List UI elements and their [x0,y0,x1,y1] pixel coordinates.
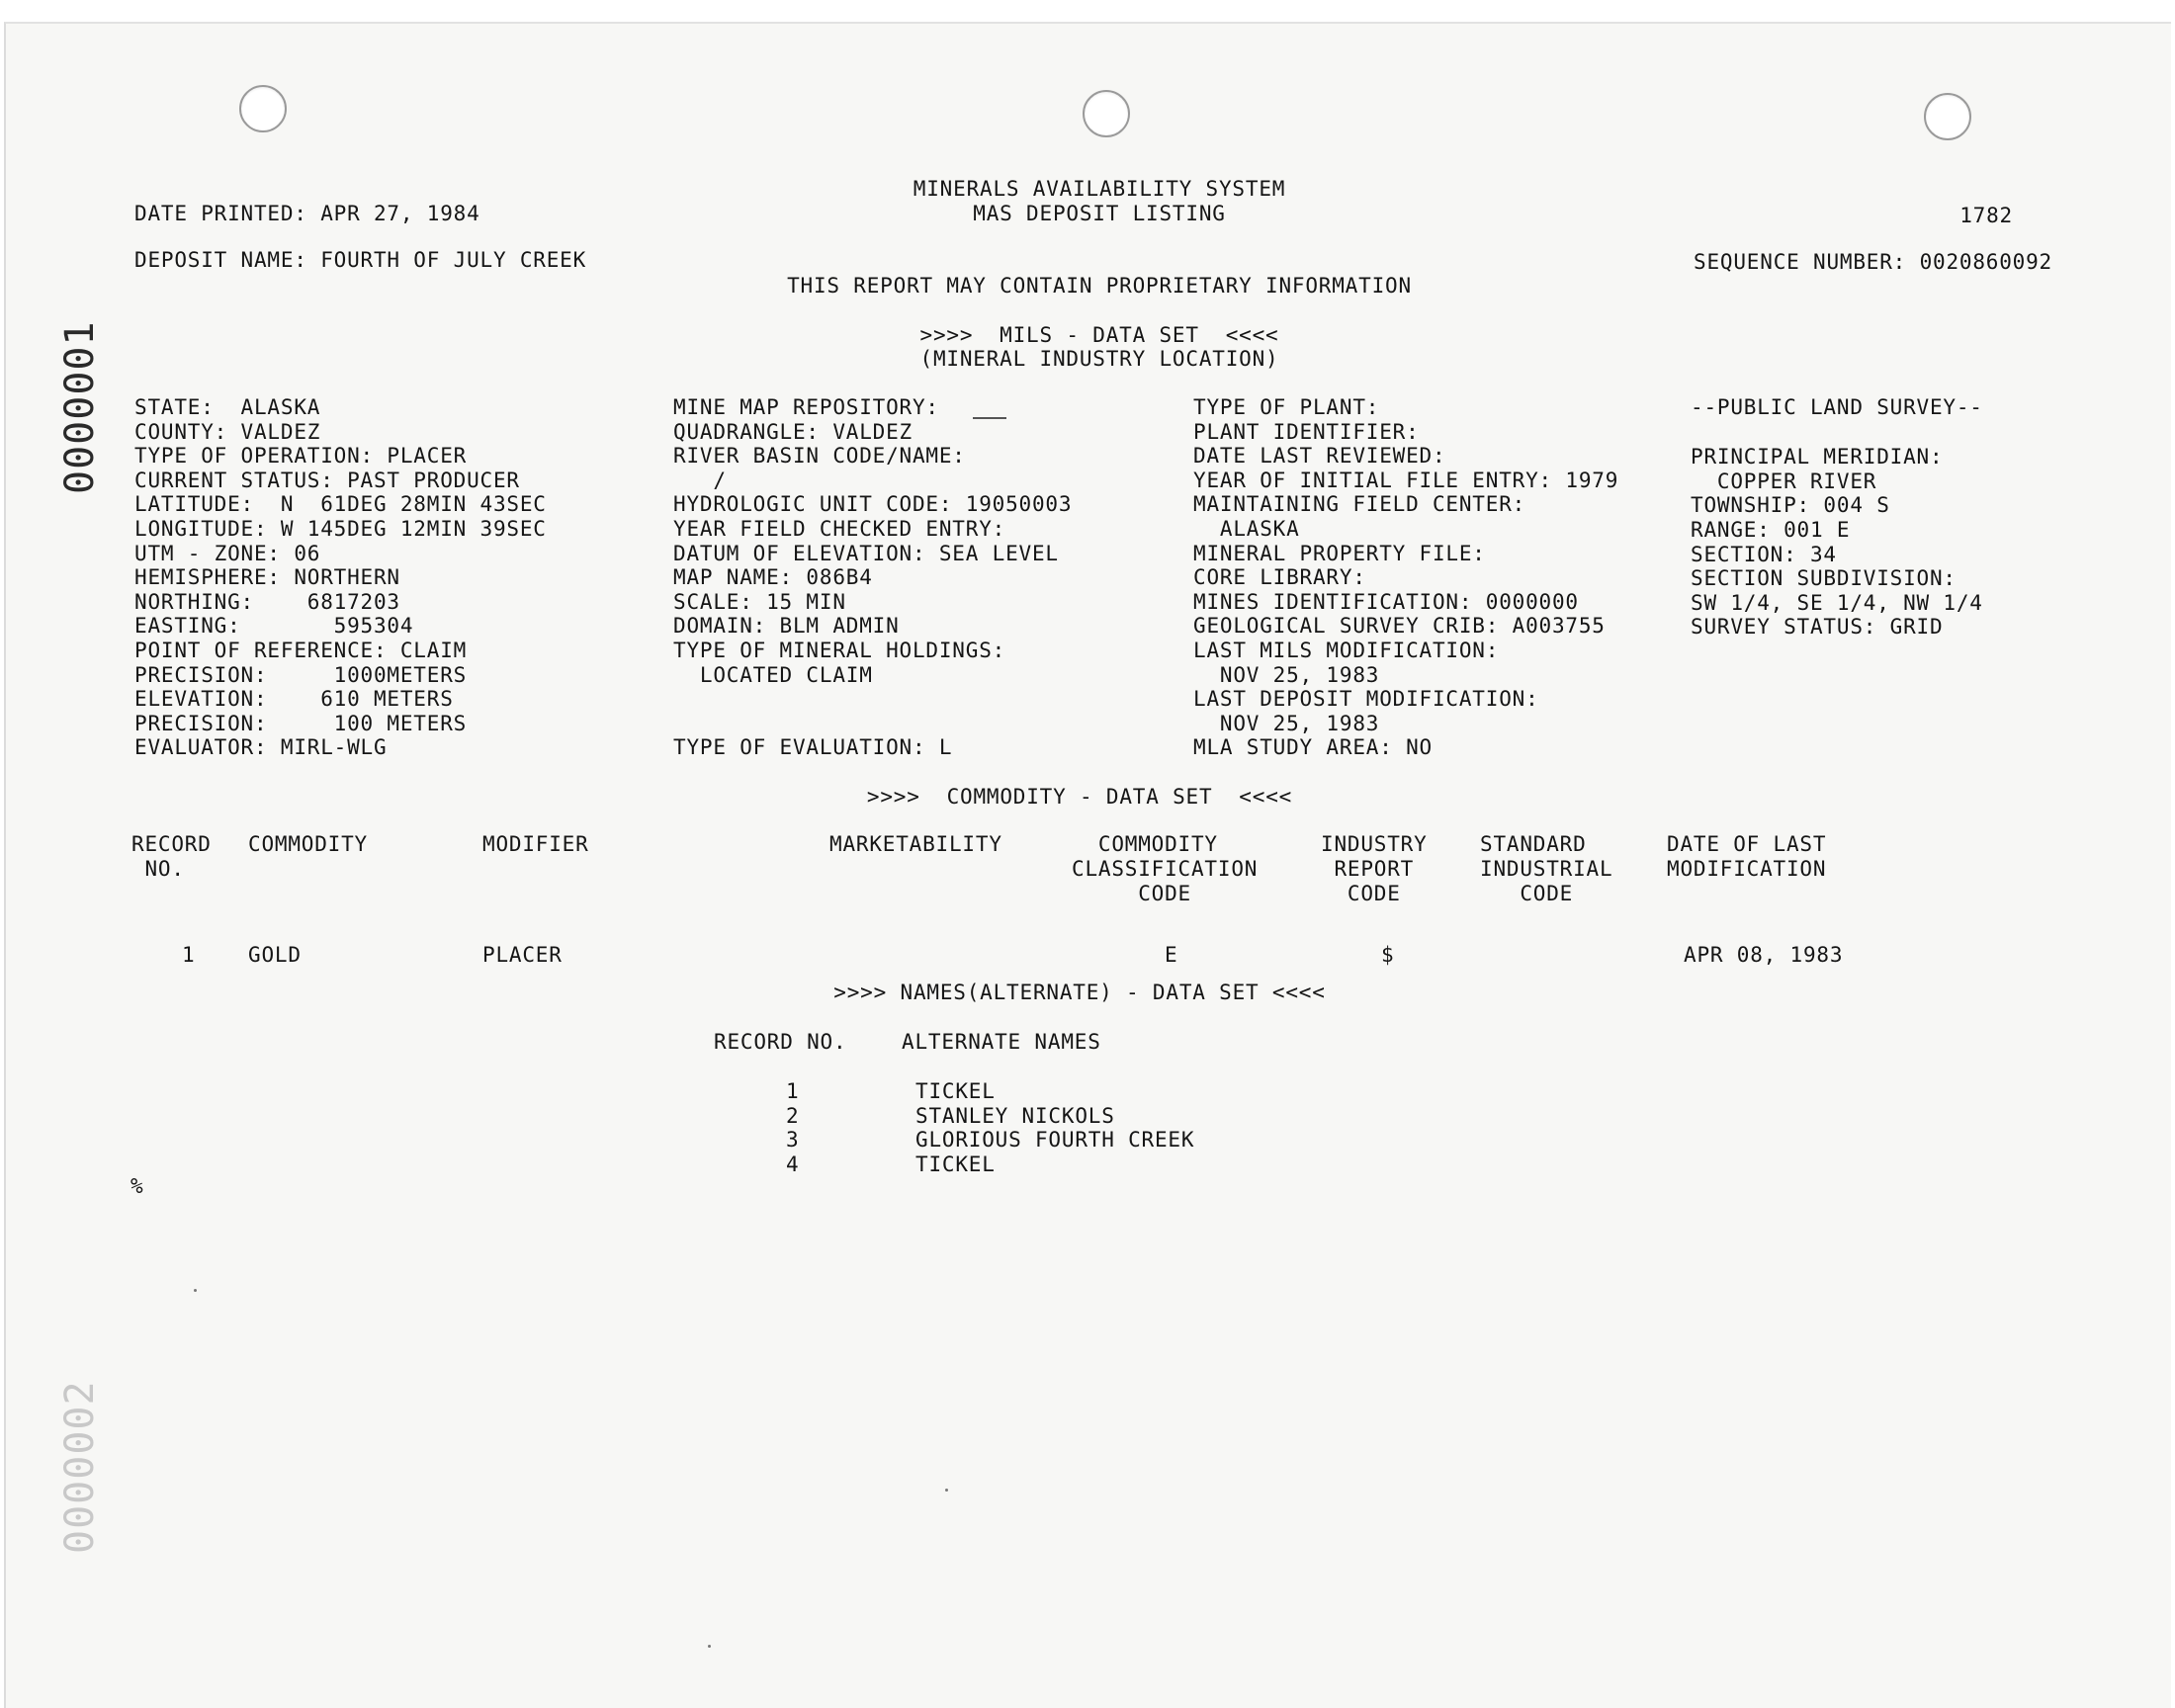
col-header-standard-industrial: STANDARD INDUSTRIAL CODE [1480,832,1613,905]
speck [708,1645,711,1648]
commodity-title: >>>> COMMODITY - DATA SET <<<< [866,785,1293,809]
mils-col2-line: / [673,469,727,492]
col-header-modifier: MODIFIER [482,832,589,856]
proprietary-notice: THIS REPORT MAY CONTAIN PROPRIETARY INFORMATION [787,274,1412,298]
mils-col2-line: LOCATED CLAIM [673,663,873,687]
mils-col4-line: SECTION: 34 [1691,543,1837,566]
footer-mark: % [130,1174,144,1198]
mils-col3-line: TYPE OF PLANT: [1193,395,1380,419]
col-header-marketability: MARKETABILITY [829,832,1002,856]
alternate-name: TICKEL [915,1079,996,1103]
alternate-name: TICKEL [915,1153,996,1176]
mils-col1-line: EVALUATOR: MIRL-WLG [134,735,388,759]
mils-col2-line: TYPE OF EVALUATION: L [673,735,953,759]
commodity-cell-classification: E [1165,943,1178,967]
alternate-name-record-no: 3 [786,1128,800,1152]
mils-col1-line: UTM - ZONE: 06 [134,542,321,565]
commodity-cell-modifier: PLACER [482,943,563,967]
mils-col4-line: SECTION SUBDIVISION: [1691,566,1957,590]
mils-subtitle: (MINERAL INDUSTRY LOCATION) [919,347,1279,371]
col-header-date-last-modification: DATE OF LAST MODIFICATION [1667,832,1827,881]
mils-col2-line: MINE MAP REPOSITORY: [673,395,939,419]
names-header-record-no: RECORD NO. [714,1030,847,1054]
mils-col2-line: YEAR FIELD CHECKED ENTRY: [673,517,1006,541]
mils-col3-line: YEAR OF INITIAL FILE ENTRY: 1979 [1193,469,1619,492]
mils-col2-line: MAP NAME: 086B4 [673,565,873,589]
col-header-record-no: RECORD NO. [131,832,212,881]
mils-col3-line: LAST DEPOSIT MODIFICATION: [1193,687,1539,711]
alternate-name-record-no: 2 [786,1104,800,1128]
repository-blank-line [973,417,1006,419]
col-header-commodity: COMMODITY [248,832,368,856]
page-number: 1782 [1959,204,2013,227]
mils-col4-line: SW 1/4, SE 1/4, NW 1/4 [1691,591,1983,615]
binder-hole-left [239,85,287,132]
names-title: >>>> NAMES(ALTERNATE) - DATA SET <<<< [833,981,1326,1004]
sequence-number: SEQUENCE NUMBER: 0020860092 [1694,250,2052,274]
mils-col4-line: PRINCIPAL MERIDIAN: [1691,445,1944,469]
mils-col3-line: GEOLOGICAL SURVEY CRIB: A003755 [1193,614,1606,638]
mils-col2-line: TYPE OF MINERAL HOLDINGS: [673,639,1006,662]
mils-col3-line: CORE LIBRARY: [1193,565,1366,589]
mils-col3-line: MINES IDENTIFICATION: 0000000 [1193,590,1579,614]
binder-hole-center [1083,90,1130,137]
mils-col1-line: HEMISPHERE: NORTHERN [134,565,400,589]
mils-col4-line: --PUBLIC LAND SURVEY-- [1691,395,1983,419]
mils-col1-line: CURRENT STATUS: PAST PRODUCER [134,469,520,492]
deposit-name: DEPOSIT NAME: FOURTH OF JULY CREEK [134,248,587,272]
speck [194,1289,197,1292]
mils-col1-line: PRECISION: 100 METERS [134,712,468,735]
mils-col2-line: DATUM OF ELEVATION: SEA LEVEL [673,542,1059,565]
margin-stamp-top: 0000001 [57,320,103,494]
commodity-cell-record-no: 1 [182,943,196,967]
mils-col1-line: POINT OF REFERENCE: CLAIM [134,639,468,662]
binder-hole-right [1924,93,1971,140]
mils-col1-line: STATE: ALASKA [134,395,321,419]
mils-col1-line: TYPE OF OPERATION: PLACER [134,444,468,468]
mils-col4-line: SURVEY STATUS: GRID [1691,615,1944,639]
mils-title: >>>> MILS - DATA SET <<<< [919,323,1279,347]
alternate-name-record-no: 1 [786,1079,800,1103]
mils-col3-line: LAST MILS MODIFICATION: [1193,639,1500,662]
mils-col1-line: LONGITUDE: W 145DEG 12MIN 39SEC [134,517,547,541]
mils-col3-line: NOV 25, 1983 [1193,663,1380,687]
mils-col1-line: COUNTY: VALDEZ [134,420,321,444]
mils-col2-line: DOMAIN: BLM ADMIN [673,614,900,638]
mils-col3-line: MAINTAINING FIELD CENTER: [1193,492,1526,516]
mils-col2-line: QUADRANGLE: VALDEZ [673,420,913,444]
margin-stamp-bottom: 0000002 [57,1380,103,1554]
commodity-cell-industry: $ [1381,943,1395,967]
date-printed: DATE PRINTED: APR 27, 1984 [134,202,480,225]
mils-col1-line: LATITUDE: N 61DEG 28MIN 43SEC [134,492,547,516]
mils-col3-line: NOV 25, 1983 [1193,712,1380,735]
mils-col3-line: DATE LAST REVIEWED: [1193,444,1446,468]
mils-col3-line: PLANT IDENTIFIER: [1193,420,1420,444]
mils-col2-line: SCALE: 15 MIN [673,590,846,614]
system-title: MINERALS AVAILABILITY SYSTEM [913,177,1286,201]
mils-col2-line: HYDROLOGIC UNIT CODE: 19050003 [673,492,1073,516]
mils-col3-line: MINERAL PROPERTY FILE: [1193,542,1486,565]
commodity-cell-commodity: GOLD [248,943,302,967]
mils-col2-line: RIVER BASIN CODE/NAME: [673,444,966,468]
mils-col1-line: NORTHING: 6817203 [134,590,400,614]
mils-col4-line: RANGE: 001 E [1691,518,1851,542]
alternate-name-record-no: 4 [786,1153,800,1176]
alternate-name: GLORIOUS FOURTH CREEK [915,1128,1195,1152]
mils-col3-line: ALASKA [1193,517,1300,541]
col-header-classification: COMMODITY CLASSIFICATION CODE [1072,832,1259,905]
mils-col1-line: ELEVATION: 610 METERS [134,687,454,711]
mils-col1-line: EASTING: 595304 [134,614,414,638]
mils-col3-line: MLA STUDY AREA: NO [1193,735,1433,759]
mils-col4-line: TOWNSHIP: 004 S [1691,493,1890,517]
mils-col4-line: COPPER RIVER [1691,470,1877,493]
listing-title: MAS DEPOSIT LISTING [973,202,1226,225]
col-header-industry-report: INDUSTRY REPORT CODE [1321,832,1428,905]
alternate-name: STANLEY NICKOLS [915,1104,1115,1128]
names-header-alternate-names: ALTERNATE NAMES [902,1030,1101,1054]
mils-col1-line: PRECISION: 1000METERS [134,663,468,687]
commodity-cell-date-last: APR 08, 1983 [1684,943,1844,967]
speck [945,1489,948,1492]
printout-sheet [4,22,2171,1708]
